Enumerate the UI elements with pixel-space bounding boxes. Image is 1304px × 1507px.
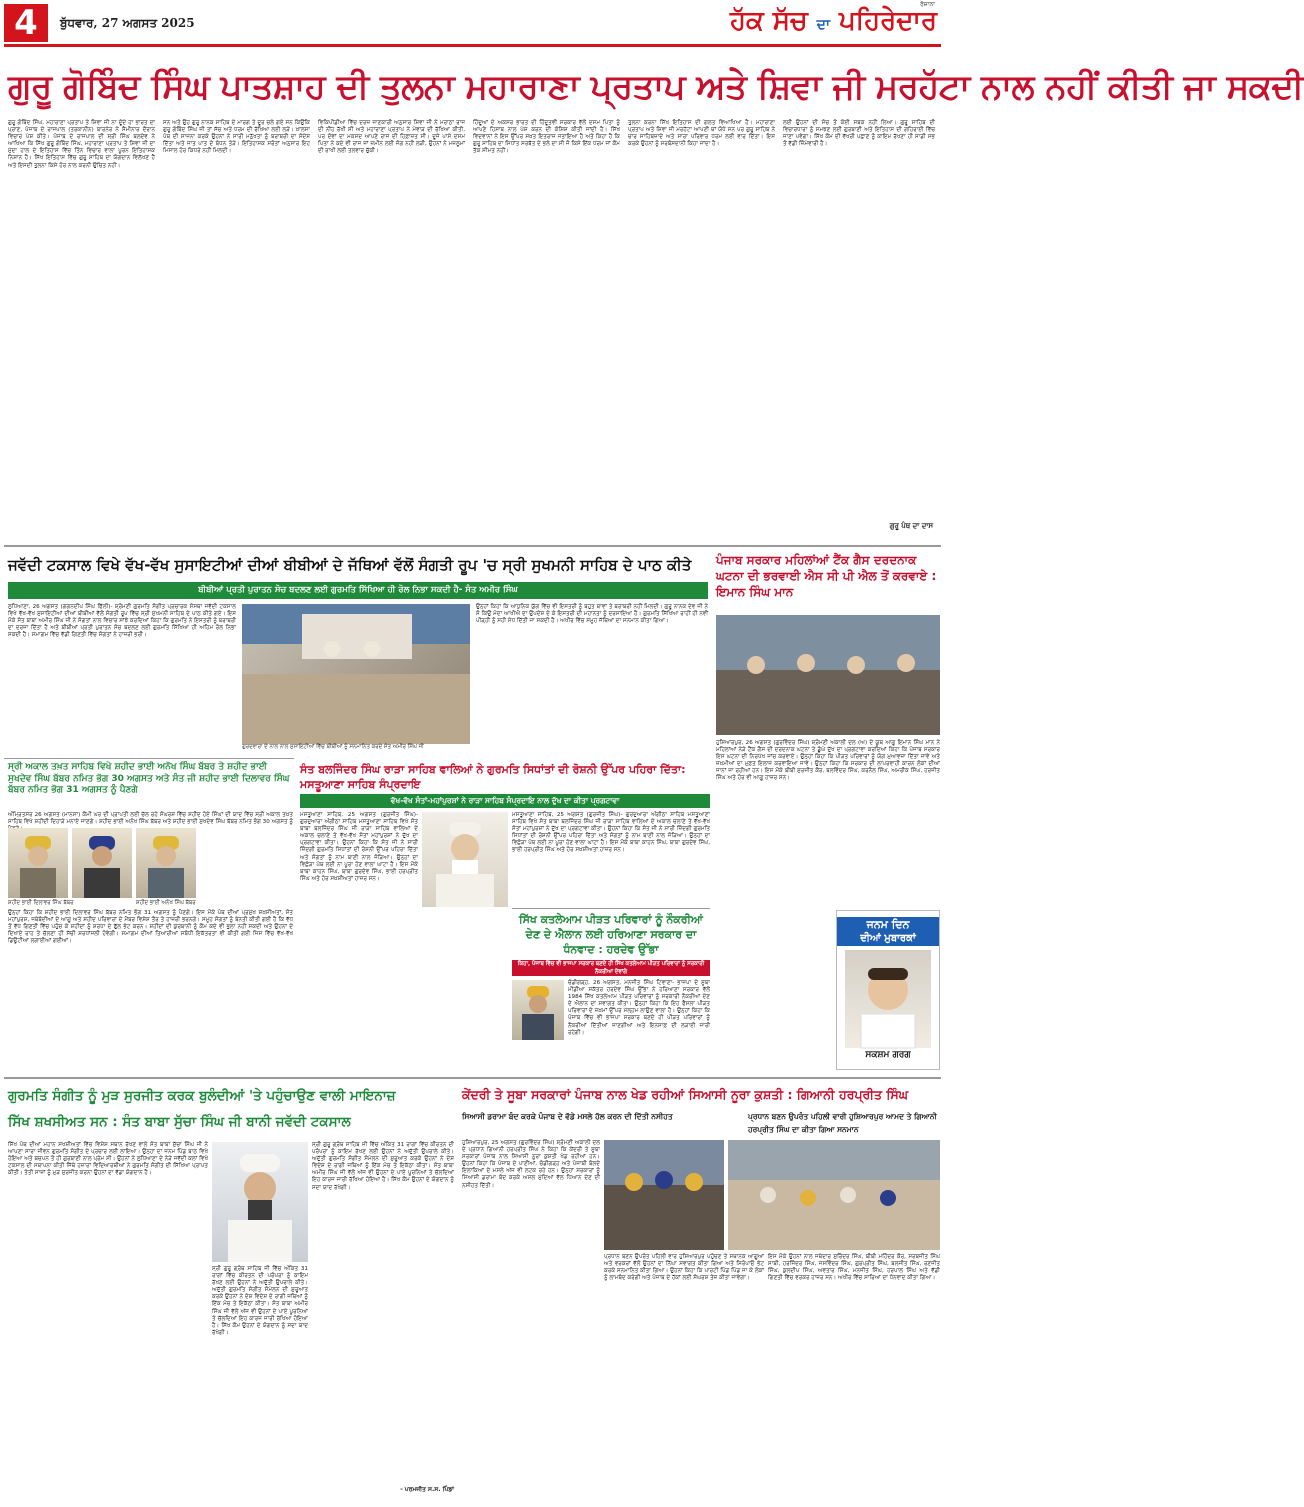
sukhmani-caption: ਗੁਰਦਵਾਰਾ ਦੇ ਨਾਲ ਨਾਲ ਸੁਸਾਇਟੀਆਂ ਵਿੱਚ ਬੀਬੀਆਂ ਨੂੰ ਸਨਮਾਨਿਤ ਕਰਦੇ ਸੰਤ ਅਮੀਰ ਸਿੰਘ ਜੀ: [242, 744, 424, 750]
masthead-part3: ਪਹਿਰੇਦਾਰ: [829, 6, 937, 36]
balwinder-body-left: ਮਸਤੂਆਣਾ ਸਾਹਿਬ, 25 ਅਗਸਤ (ਗੁਰਜੀਤ ਸਿੰਘ)- ਗੁਰਦੁਆਰਾ ਅੰਗੀਠਾ ਸਾਹਿਬ ਮਸਤੂਆਣਾ ਸਾਹਿਬ ਵਿਖੇ ਸੰਤ ਬਾਬਾ ਬਲਜਿੰਦਰ ਸਿੰਘ ਜੀ ਰਾੜਾ ਸਾਹਿਬ ਵਾਲਿਆਂ ਦੇ ਅਕਾਲ ਚਲਾਣੇ ਤੇ ਵੱਖ-ਵੱਖ ਸੰਤਾਂ ਮਹਾਂਪੁਰਸ਼ਾਂ ਨੇ ਦੁੱਖ ਦਾ ਪ੍ਰਗਟਾਵਾ ਕੀਤਾ। ਉਹਨਾਂ ਕਿਹਾ ਕਿ ਸੰਤ ਜੀ ਨੇ ਸਾਰੀ ਜ਼ਿੰਦਗੀ ਗੁਰਮਤਿ ਸਿਧਾਂਤਾਂ ਦੀ ਰੋਸ਼ਨੀ ਉੱਪਰ ਪਹਿਰਾ ਦਿੱਤਾ ਅਤੇ ਸੰਗਤਾਂ ਨੂੰ ਨਾਮ ਬਾਣੀ ਨਾਲ ਜੋੜਿਆ। ਉਨ੍ਹਾਂ ਦਾ ਵਿਛੋੜਾ ਪੰਥ ਲਈ ਨਾ ਪੂਰਾ ਹੋਣ ਵਾਲਾ ਘਾਟਾ ਹੈ। ਇਸ ਮੌਕੇ ਬਾਬਾ ਕਾਹਨ ਸਿੰਘ, ਬਾਬਾ ਗੁਰਦੇਵ ਸਿੰਘ, ਭਾਈ ਹਰਪ੍ਰੀਤ ਸਿੰਘ ਅਤੇ ਹੋਰ ਸਖ਼ਸ਼ੀਅਤਾਂ ਹਾਜ਼ਰ ਸਨ।: [300, 812, 418, 882]
gurmat-body-left: ਸਿੱਖ ਪੰਥ ਦੀਆਂ ਮਹਾਨ ਸਖਸ਼ੀਅਤਾਂ ਵਿੱਚ ਵਿਸ਼ੇਸ਼ ਸਥਾਨ ਰੱਖਣ ਵਾਲੇ ਸੰਤ ਬਾਬਾ ਸੁੱਚਾ ਸਿੰਘ ਜੀ ਨੇ ਆਪਣਾ ਸਾਰਾ ਜੀਵਨ ਗੁਰਮਤਿ ਸੰਗੀਤ ਦੇ ਪ੍ਰਚਾਰ ਲਈ ਲਾਇਆ। ਉਨ੍ਹਾਂ ਦਾ ਜਨਮ ਪਿੰਡ ਬਾਠ ਵਿਖੇ ਹੋਇਆ ਅਤੇ ਬਚਪਨ ਤੋਂ ਹੀ ਗੁਰਬਾਣੀ ਨਾਲ ਪ੍ਰੇਮ ਸੀ। ਉਹਨਾਂ ਨੇ ਲੁਧਿਆਣਾ ਦੇ ਨੇੜੇ ਜਵੱਦੀ ਕਲਾਂ ਵਿਖੇ ਟਕਸਾਲ ਦੀ ਸਥਾਪਨਾ ਕੀਤੀ ਜਿੱਥੇ ਹਜ਼ਾਰਾਂ ਵਿਦਿਆਰਥੀਆਂ ਨੇ ਗੁਰਮਤਿ ਸੰਗੀਤ ਦੀ ਸਿੱਖਿਆ ਪ੍ਰਾਪਤ ਕੀਤੀ। ਤੰਤੀ ਸਾਜ਼ਾਂ ਨੂੰ ਮੁੜ ਸੁਰਜੀਤ ਕਰਨਾ ਉਹਨਾਂ ਦਾ ਵੱਡਾ ਯੋਗਦਾਨ ਹੈ।: [8, 1142, 208, 1177]
hardev-top-rule: [512, 908, 710, 909]
akal-headline: ਸ੍ਰੀ ਅਕਾਲ ਤਖ਼ਤ ਸਾਹਿਬ ਵਿਖੇ ਸ਼ਹੀਦ ਭਾਈ ਅਨੋਖ ਸਿੰਘ ਬੱਬਰ ਤੇ ਸ਼ਹੀਦ ਭਾਈ ਸੁਖਦੇਵ ਸਿੰਘ ਬੱਬਰ ਨਮਿਤ ਭੋਗ 30 ਅਗਸਤ ਅਤੇ ਸੰਤ ਜੀ ਸ਼ਹੀਦ ਭਾਈ ਦਿਲਾਵਰ ਸਿੰਘ ਬੱਬਰ ਨਮਿਤ ਭੋਗ 31 ਅਗਸਤ ਨੂੰ ਪੈਣਗੇ: [8, 762, 290, 795]
sukhmani-body-right: ਉਨ੍ਹਾਂ ਕਿਹਾ ਕਿ ਆਧੁਨਿਕ ਯੁੱਗ ਵਿੱਚ ਵੀ ਇਸਤਰੀ ਨੂੰ ਬਹੁਤ ਥਾਵਾਂ ਤੇ ਬਰਾਬਰੀ ਨਹੀਂ ਮਿਲਦੀ। ਗੁਰੂ ਨਾਨਕ ਦੇਵ ਜੀ ਨੇ ਸੋ ਕਿਉ ਮੰਦਾ ਆਖੀਐ ਦਾ ਉਪਦੇਸ਼ ਦੇ ਕੇ ਇਸਤਰੀ ਦੀ ਮਹਾਨਤਾ ਨੂੰ ਦਰਸਾਇਆ ਹੈ। ਗੁਰਮਤਿ ਸਿੱਖਿਆ ਰਾਹੀਂ ਹੀ ਨਵੀਂ ਪੀੜ੍ਹੀ ਨੂੰ ਸਹੀ ਸੇਧ ਦਿੱਤੀ ਜਾ ਸਕਦੀ ਹੈ। ਅਖੀਰ ਵਿੱਚ ਸਮੂਹ ਜੱਥਿਆਂ ਦਾ ਸਨਮਾਨ ਕੀਤਾ ਗਿਆ।: [476, 604, 708, 625]
akal-body-top: ਅੰਮ੍ਰਿਤਸਰ 26 ਅਗਸਤ (ਮਾਨਸਾ) ਕੌਮੀ ਘਰ ਦੀ ਪ੍ਰਾਪਤੀ ਲਈ ਚੱਲ ਰਹੇ ਸੰਘਰਸ਼ ਵਿੱਚ ਸ਼ਹੀਦ ਹੋਏ ਸਿੰਘਾਂ ਦੀ ਯਾਦ ਵਿੱਚ ਸ੍ਰੀ ਅਕਾਲ ਤਖ਼ਤ ਸਾਹਿਬ ਵਿਖੇ ਸ਼ਹੀਦੀ ਦਿਹਾੜੇ ਮਨਾਏ ਜਾਣਗੇ। ਸ਼ਹੀਦ ਭਾਈ ਅਨੋਖ ਸਿੰਘ ਬੱਬਰ ਅਤੇ ਸ਼ਹੀਦ ਭਾਈ ਸੁਖਦੇਵ ਸਿੰਘ ਬੱਬਰ ਨਮਿਤ ਭੋਗ 30 ਅਗਸਤ ਨੂੰ: [8, 812, 293, 826]
akal-photo-3: [136, 828, 196, 898]
portrait-graphic: [845, 950, 931, 1048]
birthday-name: ਸਕਸ਼ਮ ਗਰਗ: [865, 1050, 911, 1060]
mid-bottom-rule: [4, 1077, 941, 1079]
birthday-title-line1: ਜਨਮ ਦਿਨ: [837, 917, 939, 932]
gurmat-photo: [212, 1142, 308, 1262]
lead-col-4: ਹਿੰਦੂਆਂ ਦੇ ਅਕਸਰ ਭਾਰਤ ਦੀ ਹਿੰਦੂਤਵੀ ਸਰਕਾਰ ਵੱਲੋਂ ਦਸਮ ਪਿਤਾ ਨੂੰ ਆਪਣੇ ਹਿਸਾਬ ਨਾਲ ਪੇਸ਼ ਕਰਨ ਦੀ ਕੋਸ਼ਿਸ਼ ਕੀਤੀ ਜਾਂਦੀ ਹੈ। ਸਿੱਖ ਵਿਦਵਾਨਾਂ ਨੇ ਇਸ ਉੱਪਰ ਸਖ਼ਤ ਇਤਰਾਜ਼ ਜਤਾਇਆ ਹੈ ਅਤੇ ਕਿਹਾ ਹੈ ਕਿ ਗੁਰੂ ਸਾਹਿਬ ਦਾ ਸਿਧਾਂਤ ਸਰਬੱਤ ਦੇ ਭਲੇ ਦਾ ਸੀ ਜੋ ਕਿਸੇ ਇੱਕ ਧਰਮ ਜਾਂ ਕੌਮ ਤੱਕ ਸੀਮਤ ਨਹੀਂ।: [473, 120, 620, 155]
harpreet-photo-1-graphic: [604, 1140, 724, 1250]
gurmat-body-mid: ਸ੍ਰੀ ਗੁਰੂ ਗ੍ਰੰਥ ਸਾਹਿਬ ਜੀ ਵਿੱਚ ਅੰਕਿਤ 31 ਰਾਗਾਂ ਵਿੱਚ ਕੀਰਤਨ ਦੀ ਪਰੰਪਰਾ ਨੂੰ ਕਾਇਮ ਰੱਖਣ ਲਈ ਉਹਨਾਂ ਨੇ ਅਦੁੱਤੀ ਉਪਰਾਲੇ ਕੀਤੇ। ਅਦੁੱਤੀ ਗੁਰਮਤਿ ਸੰਗੀਤ ਸੰਮੇਲਨ ਦੀ ਸ਼ੁਰੂਆਤ ਕਰਕੇ ਉਹਨਾਂ ਨੇ ਦੇਸ਼ ਵਿਦੇਸ਼ ਦੇ ਰਾਗੀ ਜਥਿਆਂ ਨੂੰ ਇੱਕ ਮੰਚ ਤੇ ਇਕੱਠਾ ਕੀਤਾ। ਸੰਤ ਬਾਬਾ ਅਮੀਰ ਸਿੰਘ ਜੀ ਵੱਲੋਂ ਅੱਜ ਵੀ ਉਹਨਾਂ ਦੇ ਪਾਏ ਪੂਰਨਿਆਂ ਤੇ ਚੱਲਦਿਆਂ ਇਹ ਕਾਰਜ ਜਾਰੀ ਰੱਖਿਆ ਹੋਇਆ ਹੈ। ਸਿੱਖ ਕੌਮ ਉਹਨਾਂ ਦੇ ਯੋਗਦਾਨ ਨੂੰ ਸਦਾ ਯਾਦ ਰੱਖੇਗੀ।: [212, 1266, 308, 1336]
mehlian-body: ਹੁਸ਼ਿਆਰਪੁਰ, 26 ਅਗਸਤ (ਗੁਰਵਿੰਦਰ ਸਿੰਘ) ਸ਼੍ਰੋਮਣੀ ਅਕਾਲੀ ਦਲ (ਅ) ਦੇ ਯੂਥ ਆਗੂ ਇਮਾਨ ਸਿੰਘ ਮਾਨ ਨੇ ਮਹਿਲਾਂਆਂ ਨੇੜੇ ਟੈਂਕ ਗੈਸ ਦੀ ਦਰਦਨਾਕ ਘਟਨਾ ਤੇ ਡੂੰਘੇ ਦੁੱਖ ਦਾ ਪ੍ਰਗਟਾਵਾ ਕਰਦਿਆਂ ਕਿਹਾ ਕਿ ਪੰਜਾਬ ਸਰਕਾਰ ਇਸ ਘਟਨਾ ਦੀ ਨਿਰਪੱਖ ਜਾਂਚ ਕਰਵਾਏ। ਉਨ੍ਹਾਂ ਕਿਹਾ ਕਿ ਪੀੜਤ ਪਰਿਵਾਰਾਂ ਨੂੰ ਯੋਗ ਮੁਆਵਜ਼ਾ ਦਿੱਤਾ ਜਾਵੇ ਅਤੇ ਜ਼ਖ਼ਮੀਆਂ ਦਾ ਮੁਫ਼ਤ ਇਲਾਜ ਕਰਵਾਇਆ ਜਾਵੇ। ਉਨ੍ਹਾਂ ਕਿਹਾ ਕਿ ਸਰਕਾਰ ਦੀ ਲਾਪਰਵਾਹੀ ਕਾਰਨ ਲੋਕਾਂ ਦੀਆਂ ਜਾਨਾਂ ਜਾ ਰਹੀਆਂ ਹਨ। ਇਸ ਮੌਕੇ ਬੀਬੀ ਸੁਰਜੀਤ ਕੌਰ, ਬਲਵਿੰਦਰ ਸਿੰਘ, ਕਰਨੈਲ ਸਿੰਘ, ਅਮਰੀਕ ਸਿੰਘ, ਹਰਜੀਤ ਸਿੰਘ ਅਤੇ ਹੋਰ ਵੀ ਆਗੂ ਹਾਜ਼ਰ ਸਨ।: [716, 740, 940, 782]
header-rule: [4, 44, 941, 47]
portrait-graphic: [422, 812, 508, 907]
birthday-box: [836, 910, 940, 1070]
harpreet-sub-1: ਸਿਆਸੀ ਡਰਾਮਾ ਬੰਦ ਕਰਕੇ ਪੰਜਾਬ ਦੇ ਵੱਡੇ ਮਸਲੇ ਹੱਲ ਕਰਨ ਦੀ ਦਿੱਤੀ ਨਸੀਹਤ: [462, 1112, 673, 1121]
balwinder-photo: [422, 812, 508, 907]
harpreet-body-mid: ਪ੍ਰਧਾਨ ਬਣਨ ਉਪਰੰਤ ਪਹਿਲੀ ਵਾਰ ਹੁਸ਼ਿਆਰਪੁਰ ਪਹੁੰਚਣ ਤੇ ਸਥਾਨਕ ਆਗੂਆਂ ਅਤੇ ਵਰਕਰਾਂ ਵੱਲੋਂ ਉਹਨਾਂ ਦਾ ਨਿੱਘਾ ਸਵਾਗਤ ਕੀਤਾ ਗਿਆ ਅਤੇ ਸਿਰੋਪਾਓ ਭੇਟ ਕਰਕੇ ਸਨਮਾਨਿਤ ਕੀਤਾ ਗਿਆ। ਉਹਨਾਂ ਕਿਹਾ ਕਿ ਪਾਰਟੀ ਪਿੰਡ ਪਿੰਡ ਜਾ ਕੇ ਲੋਕਾਂ ਨੂੰ ਲਾਮਬੰਦ ਕਰੇਗੀ ਅਤੇ ਪੰਜਾਬ ਦੇ ਹੱਕਾਂ ਲਈ ਸੰਘਰਸ਼ ਤੇਜ਼ ਕੀਤਾ ਜਾਵੇਗਾ।: [604, 1254, 764, 1282]
harpreet-sub-2: ਪ੍ਰਧਾਨ ਬਣਨ ਉਪਰੰਤ ਪਹਿਲੀ ਵਾਰੀ ਹੁਸ਼ਿਆਰਪੁਰ ਆਮਦ ਤੇ ਗਿਆਨੀ ਹਰਪ੍ਰੀਤ ਸਿੰਘ ਦਾ ਕੀਤਾ ਗਿਆ ਸਨਮਾਨ: [748, 1112, 937, 1134]
harpreet-photo-2-graphic: [728, 1140, 940, 1250]
harpreet-body-left: ਹੁਸ਼ਿਆਰਪੁਰ, 25 ਅਗਸਤ (ਗੁਰਵਿੰਦਰ ਸਿੰਘ) ਸ਼੍ਰੋਮਣੀ ਅਕਾਲੀ ਦਲ ਦੇ ਪ੍ਰਧਾਨ ਗਿਆਨੀ ਹਰਪ੍ਰੀਤ ਸਿੰਘ ਨੇ ਕਿਹਾ ਕਿ ਕੇਂਦਰੀ ਤੇ ਸੂਬਾ ਸਰਕਾਰਾਂ ਪੰਜਾਬ ਨਾਲ ਸਿਆਸੀ ਨੂਰਾ ਕੁਸ਼ਤੀ ਖੇਡ ਰਹੀਆਂ ਹਨ। ਉਹਨਾਂ ਕਿਹਾ ਕਿ ਪੰਜਾਬ ਦੇ ਪਾਣੀਆਂ, ਚੰਡੀਗੜ੍ਹ ਅਤੇ ਪੰਜਾਬੀ ਬੋਲਦੇ ਇਲਾਕਿਆਂ ਦੇ ਮਸਲੇ ਅੱਜ ਵੀ ਲਟਕ ਰਹੇ ਹਨ। ਉਨ੍ਹਾਂ ਸਰਕਾਰਾਂ ਨੂੰ ਸਿਆਸੀ ਡਰਾਮਾ ਬੰਦ ਕਰਕੇ ਅਸਲ ਮੁੱਦਿਆਂ ਵੱਲ ਧਿਆਨ ਦੇਣ ਦੀ ਨਸੀਹਤ ਦਿੱਤੀ।: [462, 1140, 600, 1189]
portrait-graphic: [8, 828, 68, 898]
hardev-subhead: ਕਿਹਾ, ਪੰਜਾਬ ਵਿੱਚ ਵੀ ਭਾਜਪਾ ਸਰਕਾਰ ਬਣਦੇ ਹੀ ਸਿੱਖ ਕਤਲੇਆਮ ਪੀੜਤ ਪਰਿਵਾਰਾਂ ਨੂੰ ਸਰਕਾਰੀ ਨੌਕਰੀਆਂ ਦੇਵਾਂਗੇ: [512, 960, 710, 976]
masthead-part2: ਦਾ: [816, 17, 830, 33]
page-number-box: 4: [4, 4, 48, 42]
page-date: ਬੁੱਧਵਾਰ, 27 ਅਗਸਤ 2025: [60, 16, 195, 30]
mehlian-photo-graphic: [716, 615, 940, 735]
harpreet-photo-1: [604, 1140, 724, 1250]
akal-photo-1: [8, 828, 68, 898]
masthead-tag: ਰੋਜ਼ਾਨਾ: [920, 1, 935, 8]
sukhmani-photo-graphic: [242, 604, 470, 744]
sukhmani-photo: [242, 604, 470, 744]
lead-col-3: ਵਿਕਿਪੀਡੀਆ ਵਿੱਚ ਦਰਜ਼ ਜਾਣਕਾਰੀ ਅਨੁਸਾਰ ਸ਼ਿਵਾ ਜੀ ਨੇ ਮਰਾਠਾ ਰਾਜ ਦੀ ਨੀਂਹ ਰੱਖੀ ਸੀ ਅਤੇ ਮਹਾਰਾਣਾ ਪ੍ਰਤਾਪ ਨੇ ਮੇਵਾੜ ਦੀ ਰੱਖਿਆ ਕੀਤੀ, ਪਰ ਦੋਵਾਂ ਦਾ ਮਕਸਦ ਆਪਣੇ ਰਾਜ ਦੀ ਹਿਫ਼ਾਜ਼ਤ ਸੀ। ਦੂਜੇ ਪਾਸੇ ਦਸਮ ਪਿਤਾ ਨੇ ਕਦੇ ਵੀ ਰਾਜ ਜਾਂ ਜ਼ਮੀਨ ਲਈ ਜੰਗ ਨਹੀਂ ਲੜੀ, ਉਹਨਾਂ ਨੇ ਮਜ਼ਲੂਮਾਂ ਦੀ ਰਾਖੀ ਲਈ ਤਲਵਾਰ ਚੁੱਕੀ।: [318, 120, 465, 155]
portrait-graphic: [512, 980, 564, 1040]
masthead: [730, 6, 937, 37]
portrait-graphic: [72, 828, 132, 898]
lead-byline: ਗੁਰੂ ਪੰਥ ਦਾ ਦਾਸ: [889, 522, 933, 530]
lead-col-5: ਤੁਲਨਾ ਕਰਨਾ ਸਿੱਖ ਇਤਿਹਾਸ ਦੀ ਗਲਤ ਵਿਆਖਿਆ ਹੈ। ਮਹਾਰਾਣਾ ਪ੍ਰਤਾਪ ਅਤੇ ਸ਼ਿਵਾ ਜੀ ਮਰਹੱਟਾ ਆਪਣੀ ਥਾਂ ਯੋਧੇ ਸਨ ਪਰ ਗੁਰੂ ਸਾਹਿਬ ਨੇ ਚਾਰ ਸਾਹਿਬਜ਼ਾਦੇ ਅਤੇ ਸਾਰਾ ਪਰਿਵਾਰ ਧਰਮ ਲਈ ਵਾਰ ਦਿੱਤਾ। ਇਸ ਕਰਕੇ ਉਹਨਾਂ ਨੂੰ ਸਰਬੰਸਦਾਨੀ ਕਿਹਾ ਜਾਂਦਾ ਹੈ।: [628, 120, 775, 148]
portrait-graphic: [136, 828, 196, 898]
gurmat-headline-2: ਸਿੱਖ ਸ਼ਖਸੀਅਤ ਸਨ : ਸੰਤ ਬਾਬਾ ਸੁੱਚਾ ਸਿੰਘ ਜੀ ਬਾਨੀ ਜਵੱਦੀ ਟਕਸਾਲ: [8, 1114, 351, 1130]
hardev-body: ਚੰਡੀਗੜ੍ਹ, 26 ਅਗਸਤ, ਮਨਜੀਤ ਸਿੰਘ ਟਿਵਾਣਾ- ਭਾਜਪਾ ਦੇ ਸੂਬਾ ਮੀਡੀਆ ਸਕੱਤਰ ਹਰਦੇਵ ਸਿੰਘ ਉੱਭਾ ਨੇ ਹਰਿਆਣਾ ਸਰਕਾਰ ਵੱਲੋਂ 1984 ਸਿੱਖ ਕਤਲੇਆਮ ਪੀੜਤ ਪਰਿਵਾਰਾਂ ਨੂੰ ਸਰਕਾਰੀ ਨੌਕਰੀਆਂ ਦੇਣ ਦੇ ਐਲਾਨ ਦਾ ਸਵਾਗਤ ਕੀਤਾ। ਉਨ੍ਹਾਂ ਕਿਹਾ ਕਿ ਇਹ ਫੈਸਲਾ ਪੀੜਤ ਪਰਿਵਾਰਾਂ ਦੇ ਜ਼ਖ਼ਮਾਂ ਉੱਪਰ ਮੱਲ੍ਹਮ ਲਾਉਣ ਵਾਲਾ ਹੈ। ਉਨ੍ਹਾਂ ਕਿਹਾ ਕਿ ਪੰਜਾਬ ਵਿੱਚ ਵੀ ਭਾਜਪਾ ਸਰਕਾਰ ਬਣਦੇ ਹੀ ਪੀੜਤ ਪਰਿਵਾਰਾਂ ਨੂੰ ਨੌਕਰੀਆਂ ਦਿੱਤੀਆਂ ਜਾਣਗੀਆਂ ਅਤੇ ਇਨਸਾਫ਼ ਦੀ ਲੜਾਈ ਜਾਰੀ ਰਹੇਗੀ।: [568, 980, 710, 1036]
mehlian-headline: ਪੰਜਾਬ ਸਰਕਾਰ ਮਹਿਲਾਂਆਂ ਟੈਂਕ ਗੈਸ ਦਰਦਨਾਕ ਘਟਨਾ ਦੀ ਭਰਵਾਈ ਐਸ ਸੀ ਪੀ ਐਲ ਤੋਂ ਕਰਵਾਏ : ਇਮਾਨ ਸਿੰਘ ਮਾਨ: [716, 553, 937, 599]
akal-top-rule: [4, 758, 294, 759]
birthday-photo: [845, 950, 931, 1048]
gurmat-author: - ਪਰਮਜੀਤ ਸ.ਸ. ਪਿੰਡਾਂ: [400, 1486, 454, 1493]
masthead-part1: ਹੱਕ ਸੱਚ: [730, 6, 817, 36]
harpreet-photo-2: [728, 1140, 940, 1250]
lead-col-2: ਸਨ ਅਤੇ ਉਹ ਗੁਰੂ ਨਾਨਕ ਸਾਹਿਬ ਦੇ ਮਾਰਗ ਤੇ ਦੂਰ ਚਲੇ ਗਏ ਸਨ ਕਿਉਂਕਿ ਗੁਰੂ ਗੋਬਿੰਦ ਸਿੰਘ ਜੀ ਤਾਂ ਸੱਚ ਅਤੇ ਧਰਮ ਦੀ ਰੱਖਿਆ ਲਈ ਲੜੇ। ਖ਼ਾਲਸਾ ਪੰਥ ਦੀ ਸਾਜਨਾ ਕਰਕੇ ਉਹਨਾਂ ਨੇ ਸਾਰੀ ਮਨੁੱਖਤਾ ਨੂੰ ਬਰਾਬਰੀ ਦਾ ਸੰਦੇਸ਼ ਦਿੱਤਾ ਅਤੇ ਜਾਤ ਪਾਤ ਦੇ ਬੰਧਨ ਤੋੜੇ। ਇਤਿਹਾਸਕ ਸਰੋਤਾਂ ਅਨੁਸਾਰ ਇਹ ਮਿਸਾਲ ਹੋਰ ਕਿਧਰੇ ਨਹੀਂ ਮਿਲਦੀ।: [163, 120, 310, 155]
lead-bottom-rule: [4, 545, 941, 547]
akal-body: ਉਨ੍ਹਾਂ ਕਿਹਾ ਕਿ ਸ਼ਹੀਦ ਭਾਈ ਦਿਲਾਵਰ ਸਿੰਘ ਬੱਬਰ ਨਮਿਤ ਭੋਗ 31 ਅਗਸਤ ਨੂੰ ਪੈਣਗੇ। ਇਸ ਮੌਕੇ ਪੰਥ ਦੀਆਂ ਪ੍ਰਮੁੱਖ ਸ਼ਖ਼ਸੀਅਤਾਂ, ਸੰਤ ਮਹਾਂਪੁਰਸ਼, ਜਥੇਬੰਦੀਆਂ ਦੇ ਆਗੂ ਅਤੇ ਸ਼ਹੀਦ ਪਰਿਵਾਰਾਂ ਦੇ ਮੈਂਬਰ ਵਿਸ਼ੇਸ਼ ਤੌਰ ਤੇ ਹਾਜ਼ਰੀ ਭਰਨਗੇ। ਸਮੂਹ ਸੰਗਤਾਂ ਨੂੰ ਬੇਨਤੀ ਕੀਤੀ ਗਈ ਹੈ ਕਿ ਵੱਧ ਤੋਂ ਵੱਧ ਗਿਣਤੀ ਵਿੱਚ ਪਹੁੰਚ ਕੇ ਸ਼ਹੀਦਾਂ ਨੂੰ ਸ਼ਰਧਾ ਦੇ ਫੁੱਲ ਭੇਟ ਕਰਨ। ਸ਼ਹੀਦਾਂ ਦੀ ਕੁਰਬਾਨੀ ਨੂੰ ਕੌਮ ਕਦੇ ਵੀ ਭੁਲਾ ਨਹੀਂ ਸਕਦੀ ਅਤੇ ਉਹਨਾਂ ਦੇ ਦਿਖਾਏ ਰਾਹ ਤੇ ਚੱਲਣਾ ਹੀ ਸੱਚੀ ਸ਼ਰਧਾਂਜਲੀ ਹੋਵੇਗੀ। ਸਮਾਗਮ ਦੀਆਂ ਤਿਆਰੀਆਂ ਸਬੰਧੀ ਇਕੱਤਰਤਾ ਵੀ ਕੀਤੀ ਗਈ ਜਿਸ ਵਿੱਚ ਵੱਖ-ਵੱਖ ਡਿਊਟੀਆਂ ਲਗਾਈਆਂ ਗਈਆਂ।: [8, 910, 293, 945]
lead-col-1: ਗੁਰੂ ਗੋਬਿੰਦ ਸਿੰਘ, ਮਹਾਰਾਣਾ ਪ੍ਰਤਾਪ ਤੇ ਸ਼ਿਵਾ ਜੀ ਨਾ ਦੂੰਦੇ ਹਾ ਭਾਰਤ ਦਾ ਪ੍ਰਾਣ, ਪੰਜਾਬ ਦੇ ਰਾਜਪਾਲ (ਤਰਕਾਨੀਨ) ਬਾਰਨੇਰ ਨੇ ਸੈਮੀਨਾਰ ਦੌਰਾਨ ਵਿਚਾਰ ਪੇਸ਼ ਕੀਤੇ। ਪੰਜਾਬ ਦੇ ਰਾਜਪਾਲ ਦੀ ਸ਼੍ਰੀ ਸਿੰਘ ਬਲਦੇਵ ਨੇ ਆਖਿਆ ਕਿ ਸਿੱਖ ਗੁਰੂ ਗੋਬਿੰਦ ਸਿੰਘ, ਮਹਾਰਾਣਾ ਪ੍ਰਤਾਪ ਤੇ ਸ਼ਿਵਾ ਜੀ ਦਾ ਮੁੱਦਾ ਹਾਲ ਦੇ ਇਤਿਹਾਸ ਵਿੱਚ ਤਿੰਨ ਵਿਚਾਰ ਵਾਲਾ ਪੂਰਨ ਇਤਿਹਾਸਕ ਨਿਸ਼ਾਨ ਹੈ। ਸਿੱਖ ਇਤਿਹਾਸ ਵਿੱਚ ਗੁਰੂ ਸਾਹਿਬ ਦਾ ਯੋਗਦਾਨ ਵਿਲੱਖਣ ਹੈ ਅਤੇ ਇਸਦੀ ਤੁਲਨਾ ਕਿਸੇ ਹੋਰ ਨਾਲ ਕਰਨੀ ਉਚਿਤ ਨਹੀਂ।: [8, 120, 155, 169]
lead-headline: ਗੁਰੂ ਗੋਬਿੰਦ ਸਿੰਘ ਪਾਤਸ਼ਾਹ ਦੀ ਤੁਲਨਾ ਮਹਾਰਾਣਾ ਪ੍ਰਤਾਪ ਅਤੇ ਸ਼ਿਵਾ ਜੀ ਮਰਹੱਟਾ ਨਾਲ ਨਹੀਂ ਕੀਤੀ ਜਾ ਸਕਦੀ: [8, 67, 1304, 107]
birthday-title-line2: ਦੀਆਂ ਮੁਬਾਰਕਾਂ: [837, 932, 939, 946]
mehlian-photo: [716, 615, 940, 735]
hardev-photo: [512, 980, 564, 1040]
sukhmani-body-left: ਲੁਧਿਆਣਾ, 26 ਅਗਸਤ (ਗਗਨਦੀਪ ਸਿੰਘ ਫਿੱਲੀ)- ਸ਼੍ਰੋਮਣੀ ਗੁਰਮਤਿ ਸੰਗੀਤ ਪ੍ਰਚਾਰਕ ਸੰਸਥਾ ਜਵੱਦੀ ਟਕਸਾਲ ਵਿਖੇ ਵੱਖ-ਵੱਖ ਸੁਸਾਇਟੀਆਂ ਦੀਆਂ ਬੀਬੀਆਂ ਵੱਲੋਂ ਸੰਗਤੀ ਰੂਪ ਵਿੱਚ ਸ੍ਰੀ ਸੁਖਮਨੀ ਸਾਹਿਬ ਦੇ ਪਾਠ ਕੀਤੇ ਗਏ। ਇਸ ਮੌਕੇ ਸੰਤ ਬਾਬਾ ਅਮੀਰ ਸਿੰਘ ਜੀ ਨੇ ਸੰਗਤਾਂ ਨਾਲ ਵਿਚਾਰ ਸਾਂਝੇ ਕਰਦਿਆਂ ਕਿਹਾ ਕਿ ਗੁਰਮਤਿ ਨੇ ਇਸਤਰੀ ਨੂੰ ਬਰਾਬਰੀ ਦਾ ਦਰਜਾ ਦਿੱਤਾ ਹੈ ਅਤੇ ਬੀਬੀਆਂ ਪ੍ਰਤੀ ਪੁਰਾਤਨ ਸੋਚ ਬਦਲਣ ਲਈ ਗੁਰਮਤਿ ਸਿੱਖਿਆ ਹੀ ਅਹਿਮ ਰੋਲ ਨਿਭਾ ਸਕਦੀ ਹੈ। ਸਮਾਗਮ ਵਿੱਚ ਵੱਡੀ ਗਿਣਤੀ ਵਿੱਚ ਸੰਗਤਾਂ ਨੇ ਹਾਜ਼ਰੀ ਭਰੀ।: [8, 604, 236, 639]
akal-photo-2: [72, 828, 132, 898]
gurmat-headline-1: ਗੁਰਮਤਿ ਸੰਗੀਤ ਨੂੰ ਮੁੜ ਸੁਰਜੀਤ ਕਰਕ ਬੁਲੰਦੀਆਂ 'ਤੇ ਪਹੁੰਚਾਉਣ ਵਾਲੀ ਮਾਇਨਾਜ਼: [8, 1088, 396, 1104]
lead-col-6: ਲਈ ਉਹਨਾਂ ਦੀ ਸੋਚ ਤੋਂ ਕੋਈ ਸਬਕ ਨਹੀਂ ਲਿਆ। ਗੁਰੂ ਸਾਹਿਬ ਦੀ ਵਿਚਾਰਧਾਰਾ ਨੂੰ ਸਮਝਣ ਲਈ ਗੁਰਬਾਣੀ ਅਤੇ ਇਤਿਹਾਸ ਦੀ ਗਹਿਰਾਈ ਵਿੱਚ ਜਾਣਾ ਪਵੇਗਾ। ਸਿੱਖ ਕੌਮ ਦੀ ਵੱਖਰੀ ਪਛਾਣ ਨੂੰ ਕਾਇਮ ਰੱਖਣਾ ਹੀ ਸਾਡੀ ਸਭ ਤੋਂ ਵੱਡੀ ਜ਼ਿੰਮੇਵਾਰੀ ਹੈ।: [783, 120, 935, 148]
portrait-graphic: [212, 1142, 308, 1262]
harpreet-body-right: ਇਸ ਮੌਕੇ ਉਹਨਾਂ ਨਾਲ ਜਥੇਦਾਰ ਸੁਰਿੰਦਰ ਸਿੰਘ, ਬੀਬੀ ਮਹਿੰਦਰ ਕੌਰ, ਸਰਬਜੀਤ ਸਿੰਘ ਸਾਬੀ, ਹਰਜਿੰਦਰ ਸਿੰਘ, ਜਸਵਿੰਦਰ ਸਿੰਘ, ਗੁਰਪ੍ਰੀਤ ਸਿੰਘ, ਬਲਜੀਤ ਸਿੰਘ, ਰਣਜੀਤ ਸਿੰਘ, ਕੁਲਦੀਪ ਸਿੰਘ, ਅਵਤਾਰ ਸਿੰਘ, ਮਨਜੀਤ ਸਿੰਘ, ਹਰਪਾਲ ਸਿੰਘ ਅਤੇ ਵੱਡੀ ਗਿਣਤੀ ਵਿੱਚ ਵਰਕਰ ਹਾਜ਼ਰ ਸਨ। ਅਖੀਰ ਵਿੱਚ ਸਾਰਿਆਂ ਦਾ ਧੰਨਵਾਦ ਕੀਤਾ ਗਿਆ।: [768, 1254, 940, 1282]
akal-caption-right: ਸ਼ਹੀਦ ਭਾਈ ਅਨੋਖ ਸਿੰਘ ਬੱਬਰ: [136, 900, 196, 906]
balwinder-subhead: ਵੱਖ-ਵੱਖ ਸੰਤਾਂ-ਮਹਾਂਪੁਰਸ਼ਾਂ ਨੇ ਰਾੜਾ ਸਾਹਿਬ ਸੰਪ੍ਰਦਾਇ ਨਾਲ ਦੁੱਖ ਦਾ ਕੀਤਾ ਪ੍ਰਗਟਾਵਾ: [300, 794, 710, 808]
sukhmani-headline: ਜਵੱਦੀ ਟਕਸਾਲ ਵਿਖੇ ਵੱਖ-ਵੱਖ ਸੁਸਾਇਟੀਆਂ ਦੀਆਂ ਬੀਬੀਆਂ ਦੇ ਜੱਥਿਆਂ ਵੱਲੋਂ ਸੰਗਤੀ ਰੂਪ 'ਚ ਸ੍ਰੀ ਸੁਖਮਨੀ ਸਾਹਿਬ ਦੇ ਪਾਠ ਕੀਤੇ: [8, 556, 692, 574]
hardev-headline: ਸਿੱਖ ਕਤਲੇਆਮ ਪੀੜਤ ਪਰਿਵਾਰਾਂ ਨੂੰ ਨੌਕਰੀਆਂ ਦੇਣ ਦੇ ਐਲਾਨ ਲਈ ਹਰਿਆਣਾ ਸਰਕਾਰ ਦਾ ਧੰਨਵਾਦ : ਹਰਦੇਵ ਉੱਭਾ: [519, 913, 703, 956]
gurmat-body-right: ਸ੍ਰੀ ਗੁਰੂ ਗ੍ਰੰਥ ਸਾਹਿਬ ਜੀ ਵਿੱਚ ਅੰਕਿਤ 31 ਰਾਗਾਂ ਵਿੱਚ ਕੀਰਤਨ ਦੀ ਪਰੰਪਰਾ ਨੂੰ ਕਾਇਮ ਰੱਖਣ ਲਈ ਉਹਨਾਂ ਨੇ ਅਦੁੱਤੀ ਉਪਰਾਲੇ ਕੀਤੇ। ਅਦੁੱਤੀ ਗੁਰਮਤਿ ਸੰਗੀਤ ਸੰਮੇਲਨ ਦੀ ਸ਼ੁਰੂਆਤ ਕਰਕੇ ਉਹਨਾਂ ਨੇ ਦੇਸ਼ ਵਿਦੇਸ਼ ਦੇ ਰਾਗੀ ਜਥਿਆਂ ਨੂੰ ਇੱਕ ਮੰਚ ਤੇ ਇਕੱਠਾ ਕੀਤਾ। ਸੰਤ ਬਾਬਾ ਅਮੀਰ ਸਿੰਘ ਜੀ ਵੱਲੋਂ ਅੱਜ ਵੀ ਉਹਨਾਂ ਦੇ ਪਾਏ ਪੂਰਨਿਆਂ ਤੇ ਚੱਲਦਿਆਂ ਇਹ ਕਾਰਜ ਜਾਰੀ ਰੱਖਿਆ ਹੋਇਆ ਹੈ। ਸਿੱਖ ਕੌਮ ਉਹਨਾਂ ਦੇ ਯੋਗਦਾਨ ਨੂੰ ਸਦਾ ਯਾਦ ਰੱਖੇਗੀ।: [312, 1142, 454, 1191]
balwinder-headline: ਸੰਤ ਬਲਜਿੰਦਰ ਸਿੰਘ ਰਾੜਾ ਸਾਹਿਬ ਵਾਲਿਆਂ ਨੇ ਗੁਰਮਤਿ ਸਿਧਾਂਤਾਂ ਦੀ ਰੋਸ਼ਨੀ ਉੱਪਰ ਪਹਿਰਾ ਦਿੱਤਾ: ਮਸਤੂਆਣਾ ਸਾਹਿਬ ਸੰਪ੍ਰਦਾਇ: [300, 763, 686, 791]
harpreet-headline: ਕੇਂਦਰੀ ਤੇ ਸੂਬਾ ਸਰਕਾਰਾਂ ਪੰਜਾਬ ਨਾਲ ਖੇਡ ਰਹੀਆਂ ਸਿਆਸੀ ਨੂਰਾ ਕੁਸ਼ਤੀ : ਗਿਆਨੀ ਹਰਪ੍ਰੀਤ ਸਿੰਘ: [462, 1087, 909, 1102]
akal-caption-left: ਸ਼ਹੀਦ ਭਾਈ ਦਿਲਾਵਰ ਸਿੰਘ ਬੱਬਰ: [8, 900, 74, 906]
balwinder-body-right: ਮਸਤੂਆਣਾ ਸਾਹਿਬ, 25 ਅਗਸਤ (ਗੁਰਜੀਤ ਸਿੰਘ)- ਗੁਰਦੁਆਰਾ ਅੰਗੀਠਾ ਸਾਹਿਬ ਮਸਤੂਆਣਾ ਸਾਹਿਬ ਵਿਖੇ ਸੰਤ ਬਾਬਾ ਬਲਜਿੰਦਰ ਸਿੰਘ ਜੀ ਰਾੜਾ ਸਾਹਿਬ ਵਾਲਿਆਂ ਦੇ ਅਕਾਲ ਚਲਾਣੇ ਤੇ ਵੱਖ-ਵੱਖ ਸੰਤਾਂ ਮਹਾਂਪੁਰਸ਼ਾਂ ਨੇ ਦੁੱਖ ਦਾ ਪ੍ਰਗਟਾਵਾ ਕੀਤਾ। ਉਹਨਾਂ ਕਿਹਾ ਕਿ ਸੰਤ ਜੀ ਨੇ ਸਾਰੀ ਜ਼ਿੰਦਗੀ ਗੁਰਮਤਿ ਸਿਧਾਂਤਾਂ ਦੀ ਰੋਸ਼ਨੀ ਉੱਪਰ ਪਹਿਰਾ ਦਿੱਤਾ ਅਤੇ ਸੰਗਤਾਂ ਨੂੰ ਨਾਮ ਬਾਣੀ ਨਾਲ ਜੋੜਿਆ। ਉਨ੍ਹਾਂ ਦਾ ਵਿਛੋੜਾ ਪੰਥ ਲਈ ਨਾ ਪੂਰਾ ਹੋਣ ਵਾਲਾ ਘਾਟਾ ਹੈ। ਇਸ ਮੌਕੇ ਬਾਬਾ ਕਾਹਨ ਸਿੰਘ, ਬਾਬਾ ਗੁਰਦੇਵ ਸਿੰਘ, ਭਾਈ ਹਰਪ੍ਰੀਤ ਸਿੰਘ ਅਤੇ ਹੋਰ ਸਖ਼ਸ਼ੀਅਤਾਂ ਹਾਜ਼ਰ ਸਨ।: [512, 812, 710, 854]
sukhmani-subhead: ਬੀਬੀਆਂ ਪ੍ਰਤੀ ਪੁਰਾਤਨ ਸੋਚ ਬਦਲਣ ਲਈ ਗੁਰਮਤਿ ਸਿੱਖਿਆ ਹੀ ਰੋਲ ਨਿਭਾ ਸਕਦੀ ਹੈ- ਸੰਤ ਅਮੀਰ ਸਿੰਘ: [8, 582, 708, 599]
